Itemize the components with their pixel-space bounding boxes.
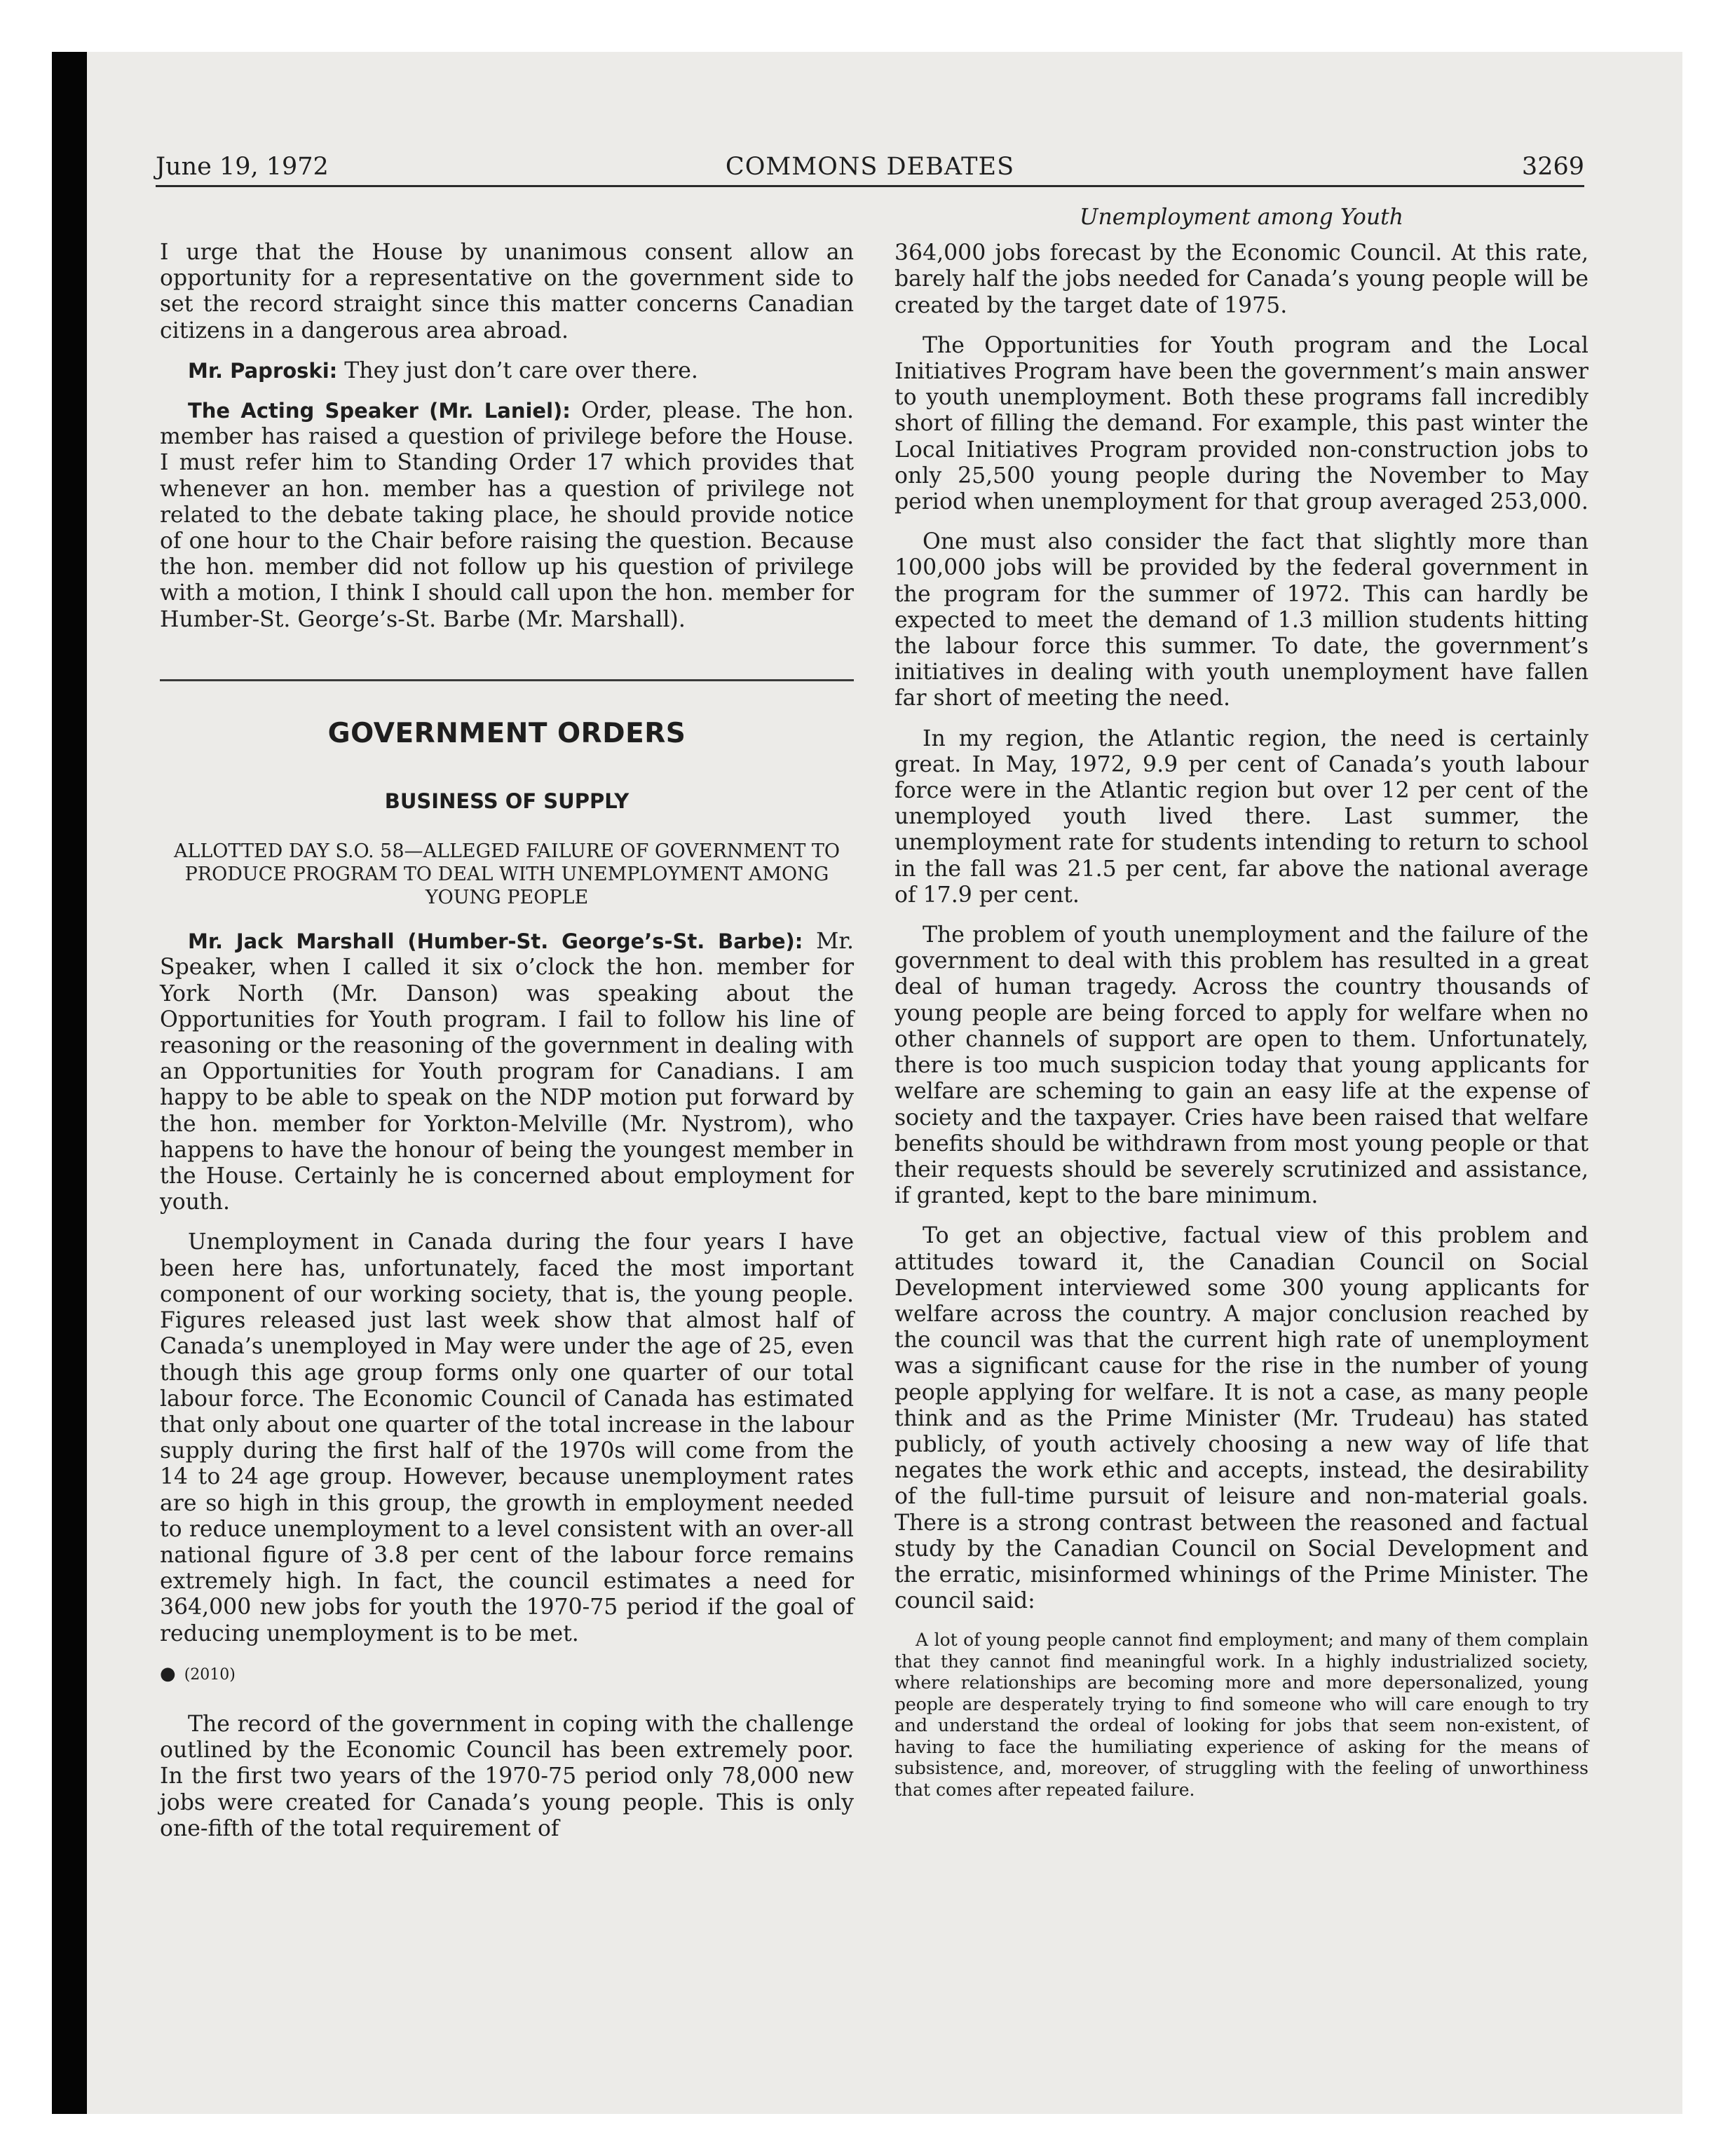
speaker-name: The Acting Speaker (Mr. Laniel): bbox=[188, 399, 571, 423]
header-title: COMMONS DEBATES bbox=[725, 153, 1015, 181]
section-title: GOVERNMENT ORDERS bbox=[327, 717, 686, 749]
paragraph: The record of the government in coping with the challenge outlined by the Economic Council has been extremely poor. In the first two years of the 1970-75 period only 78,000 new jobs were created for Canada’s young people. This is only one-fifth of the total requirement of bbox=[160, 1711, 854, 1841]
time-marker bbox=[160, 1661, 854, 1688]
page-number: 3269 bbox=[1521, 153, 1584, 181]
left-column bbox=[160, 240, 854, 1856]
subsection-title: BUSINESS OF SUPPLY bbox=[384, 789, 630, 814]
paragraph bbox=[160, 398, 854, 633]
paragraph bbox=[160, 358, 854, 384]
allotted-day-heading: ALLOTTED DAY S.O. 58—ALLEGED FAILURE OF GOVERNMENT TO PRODUCE PROGRAM TO DEAL WITH UNEMPLOYMENT AMONG YOUNG PEOPLE bbox=[173, 840, 841, 909]
paragraph: 364,000 jobs forecast by the Economic Council. At this rate, barely half the jobs needed for Canada’s young people will be created by the target date of 1975. bbox=[894, 240, 1588, 318]
right-column bbox=[894, 205, 1588, 1801]
time-stamp: (2010) bbox=[184, 1665, 236, 1684]
paragraph: One must also consider the fact that slightly more than 100,000 jobs will be provided by the federal government in the program for the summer of 1972. This can hardly be expected to meet the demand of 1.3 million students hitting the labour force this summer. To date, the government’s initiatives in dealing with youth unemployment have fallen far short of meeting the need. bbox=[894, 529, 1588, 711]
speaker-name: Mr. Jack Marshall (Humber-St. George’s-St. Barbe): bbox=[188, 929, 803, 954]
paragraph bbox=[160, 929, 854, 1215]
paragraph: The problem of youth unemployment and the failure of the government to deal with this problem has resulted in a great deal of human tragedy. Across the country thousands of young people are being forced to apply for welfare when no other channels of support are open to them. Unfortunately, there is too much suspicion today that young applicants for welfare are scheming to gain an easy life at the expense of society and the taxpayer. Cries have been raised that welfare benefits should be withdrawn from most young people or that their requests should be severely scrutinized and assistance, if granted, kept to the bare minimum. bbox=[894, 922, 1588, 1209]
paragraph: In my region, the Atlantic region, the need is certainly great. In May, 1972, 9.9 per cent of Canada’s youth labour force were in the Atlantic region but over 12 per cent of the unemployed youth lived there. Last summer, the unemployment rate for students intending to return to school in the fall was 21.5 per cent, far above the national average of 17.9 per cent. bbox=[894, 725, 1588, 908]
paragraph: Unemployment in Canada during the four years I have been here has, unfortunately, faced the most important component of our working society, that is, the young people. Figures released just last week show that almost half of Canada’s unemployed in May were under the age of 25, even though this age group forms only one quarter of our total labour force. The Economic Council of Canada has estimated that only about one quarter of the total increase in the labour supply during the first half of the 1970s will come from the 14 to 24 age group. However, because unemployment rates are so high in this group, the growth in employment needed to reduce unemployment to a level consistent with an over-all national figure of 3.8 per cent of the labour force remains extremely high. In fact, the council estimates a need for 364,000 new jobs for youth the 1970-75 period if the goal of reducing unemployment is to be met. bbox=[160, 1229, 854, 1646]
section-divider bbox=[160, 679, 854, 681]
running-title: Unemployment among Youth bbox=[1079, 205, 1404, 230]
scan-border bbox=[52, 52, 87, 2114]
paragraph: I urge that the House by unanimous consent allow an opportunity for a representative on the government side to set the record straight since this matter concerns Canadian citizens in a dangerous area abroad. bbox=[160, 240, 854, 343]
speaker-name: Mr. Paproski: bbox=[188, 358, 338, 383]
paragraph: The Opportunities for Youth program and the Local Initiatives Program have been the government’s main answer to youth unemployment. Both these programs fall incredibly short of filling the demand. For example, this past winter the Local Initiatives Program provided non-construction jobs to only 25,500 young people during the November to May period when unemployment for that group averaged 253,000. bbox=[894, 332, 1588, 515]
speech-text: They just don’t care over there. bbox=[337, 357, 698, 383]
paragraph: To get an objective, factual view of this problem and attitudes toward it, the Canadian Council on Social Development interviewed some 300 young applicants for welfare across the country. A major conclusion reached by the council was that the current high rate of unemployment was a significant cause for the rise in the number of young people applying for welfare. It is not a case, as many people think and as the Prime Minister (Mr. Trudeau) has stated publicly, of youth actively choosing a new way of life that negates the work ethic and accepts, instead, the desirability of the full-time pursuit of leisure and non-material goals. There is a strong contrast between the reasoned and factual study by the Canadian Council on Social Development and the erratic, misinformed whinings of the Prime Minister. The council said: bbox=[894, 1223, 1588, 1614]
header-date: June 19, 1972 bbox=[156, 153, 329, 181]
running-head bbox=[156, 149, 1584, 187]
bullet-icon: ● bbox=[160, 1663, 176, 1684]
block-quote: A lot of young people cannot find employment; and many of them complain that they cannot find meaningful work. In a highly industrialized society, where relationships are becoming more and more depersonalized, young people are desperately trying to find someone who will care enough to try and understand the ordeal of looking for jobs that seem non-existent, of having to face the humiliating experience of asking for the means of subsistence, and, moreover, of struggling with the feeling of unworthiness that comes after repeated failure. bbox=[894, 1630, 1588, 1800]
speech-text: Order, please. The hon. member has raised a question of privilege before the House. I must refer him to Standing Order 17 which provides that whenever an hon. member has a question of privilege not related to the debate taking place, he should provide notice of one hour to the Chair before raising the question. Because the hon. member did not follow up his question of privilege with a motion, I think I should call upon the hon. member for Humber-St. George’s-St. Barbe (Mr. Marshall). bbox=[160, 398, 854, 632]
speech-text: Mr. Speaker, when I called it six o’clock the hon. member for York North (Mr. Danson) was speaking about the Opportunities for Youth program. I fail to follow his line of reasoning or the reasoning of the government in dealing with an Opportunities for Youth program for Canadians. I am happy to be able to speak on the NDP motion put forward by the hon. member for Yorkton-Melville (Mr. Nystrom), who happens to have the honour of being the youngest member in the House. Certainly he is concerned about employment for youth. bbox=[160, 929, 854, 1215]
